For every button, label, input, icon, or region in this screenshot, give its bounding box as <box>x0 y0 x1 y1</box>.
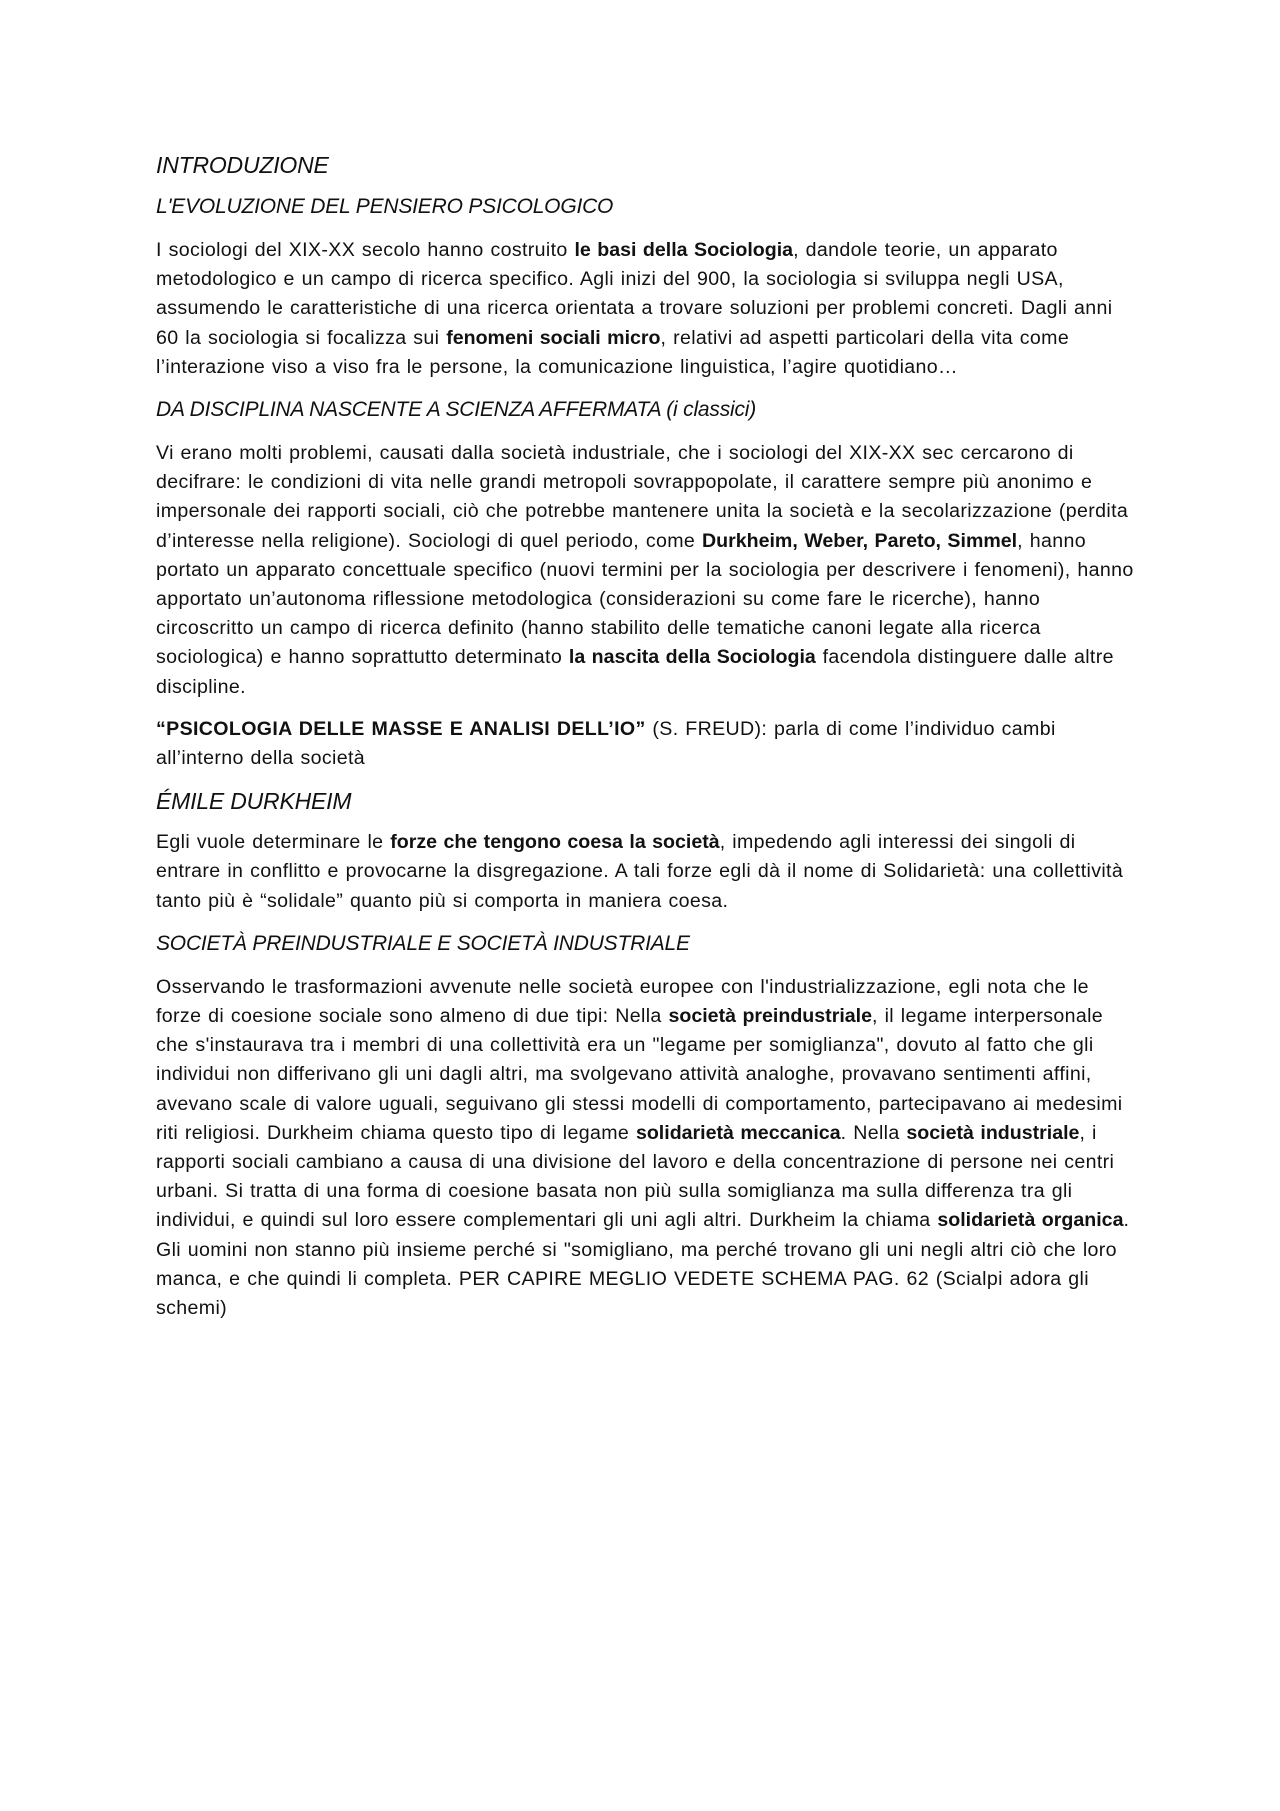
paragraph-freud <box>156 715 1136 773</box>
text: , relativi ad aspetti particolari della vita come l’interazione viso a viso fra le persone, la comunicazione linguistica, l’agire quotidiano… <box>156 326 1070 378</box>
bold-text: Durkheim, Weber, Pareto, Simmel <box>701 529 1018 552</box>
text: . Gli uomini non stanno più insieme perché si "somigliano, ma perché trovano gli uni negli altri ciò che loro manca, e che quindi li completa. PER CAPIRE MEGLIO VEDETE SCHEMA PAG. 62 (Scialpi adora gli schemi) <box>156 1209 1130 1320</box>
text: I sociologi del XIX-XX secolo hanno costruito <box>156 239 575 261</box>
text: facendola distinguere dalle altre discipline. <box>156 646 1114 698</box>
heading-societa: SOCIETÀ PREINDUSTRIALE E SOCIETÀ INDUSTRIALE <box>156 931 690 955</box>
paragraph-durkheim <box>156 828 1136 916</box>
bold-text: solidarietà meccanica <box>635 1121 841 1144</box>
bold-text: fenomeni sociali micro <box>446 326 661 349</box>
heading-durkheim: ÉMILE DURKHEIM <box>156 788 352 815</box>
text: , il legame interpersonale che s'instaurava tra i membri di una collettività era un "legame per somiglianza", dovuto al fatto che gli individui non differivano gli uni dagli altri, ma svolgevano attività analoghe, provavano sentimenti affini, avevano scale di valore uguali, seguivano gli stessi modelli di comportamento, partecipavano ai medesimi riti religiosi. Durkheim chiama questo tipo di legame <box>156 1005 1123 1144</box>
paragraph-societa <box>156 973 1136 1323</box>
paragraph-intro <box>156 236 1136 382</box>
heading-disciplina <box>156 395 1136 425</box>
heading-introduzione: INTRODUZIONE <box>156 152 329 178</box>
text: Vi erano molti problemi, causati dalla società industriale, che i sociologi del XIX-XX sec cercarono di decifrare: le condizioni di vita nelle grandi metropoli sovrappopolate, il carattere sempre più anonimo e impersonale dei rapporti sociali, ciò che potrebbe mantenere unita la società e la secolarizzazione (perdita d’interesse nella religione). Sociologi di quel periodo, come <box>156 442 1129 552</box>
text: , i rapporti sociali cambiano a causa di una divisione del lavoro e della concentrazione di persone nei centri urbani. Si tratta di una forma di coesione basata non più sulla somiglianza ma sulla differenza tra gli individui, e quindi sul loro essere complementari gli uni agli altri. Durkheim la chiama <box>156 1121 1115 1232</box>
text: Osservando le trasformazioni avvenute nelle società europee con l'industrializzazione, egli nota che le forze di coesione sociale sono almeno di due tipi: Nella <box>156 975 1089 1028</box>
text: , hanno portato un apparato concettuale specifico (nuovi termini per la sociologia per descrivere i fenomeni), hanno apportato un’autonoma riflessione metodologica (considerazioni su come fare le ricerche), hanno circoscritto un campo di ricerca definito (hanno stabilito delle tematiche canoni legate alla ricerca sociologica) e hanno soprattutto determinato <box>156 529 1134 669</box>
bold-text: “PSICOLOGIA DELLE MASSE E ANALISI DELL’IO” <box>156 717 646 740</box>
heading-paren: (i classici) <box>666 398 757 422</box>
paragraph-classici <box>156 439 1136 702</box>
bold-text: forze che tengono coesa la società <box>390 831 720 854</box>
bold-text: le basi della Sociologia <box>574 239 794 261</box>
text: , impedendo agli interessi dei singoli di entrare in conflitto e provocarne la disgregazione. A tali forze egli dà il nome di Solidarietà: una collettività tanto più è “solidale” quanto più si comporta in maniera coesa. <box>156 831 1124 912</box>
text: Egli vuole determinare le <box>156 831 391 854</box>
heading-text: DA DISCIPLINA NASCENTE A SCIENZA AFFERMATA <box>156 398 667 422</box>
bold-text: la nascita della Sociologia <box>568 646 816 669</box>
bold-text: società preindustriale <box>668 1005 873 1028</box>
text: . Nella <box>840 1121 907 1144</box>
text: (S. FREUD): parla di come l’individuo cambi all’interno della società <box>156 717 1056 770</box>
heading-evoluzione: L'EVOLUZIONE DEL PENSIERO PSICOLOGICO <box>156 195 614 218</box>
bold-text: solidarietà organica <box>937 1209 1124 1232</box>
bold-text: società industriale <box>906 1121 1080 1144</box>
text: , dandole teorie, un apparato metodologico e un campo di ricerca specifico. Agli inizi del 900, la sociologia si sviluppa negli USA, assumendo le caratteristiche di una ricerca orientata a trovare soluzioni per problemi concreti. Dagli anni 60 la sociologia si focalizza sui <box>156 239 1113 349</box>
document-page <box>156 150 1136 1336</box>
